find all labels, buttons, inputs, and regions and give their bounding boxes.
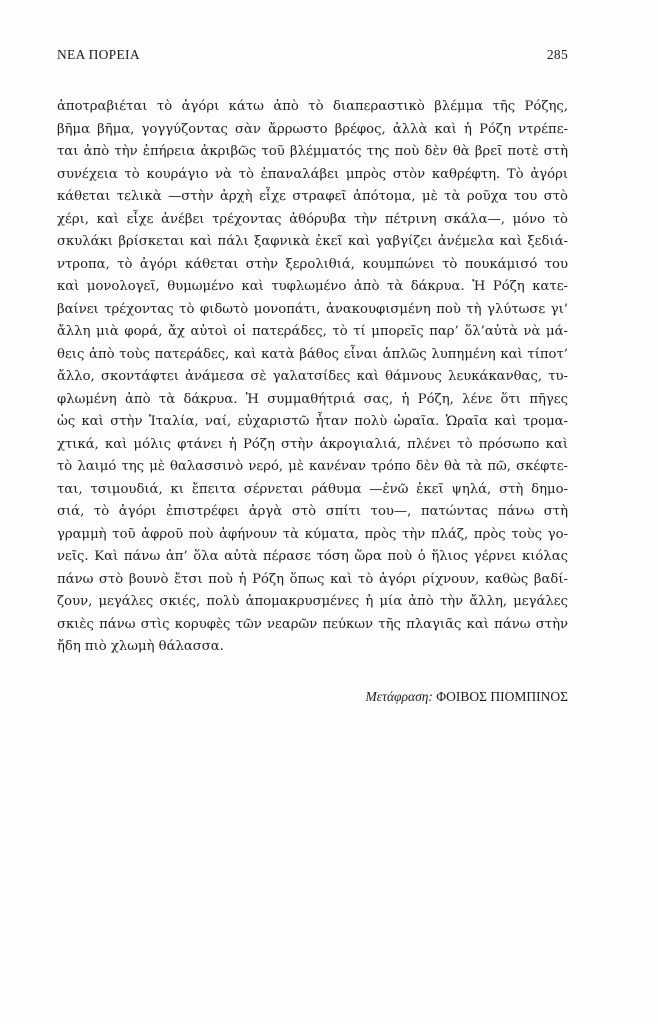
text-line: ται, τσιμουδιά, κι ἔπειτα σέρνεται ράθυμα —ἐνῶ ἐκεῖ ψηλά, στὴ δημο-	[57, 481, 568, 497]
text-line: σιά, τὸ ἀγόρι ἐπιστρέφει ἀργὰ στὸ σπίτι του—, πατώντας πάνω στὴ	[57, 504, 568, 519]
text-line: βῆμα βῆμα, γογγύζοντας σὰν ἄρρωστο βρέφος, ἀλλὰ καὶ ἡ Ρόζη ντρέπε-	[57, 121, 568, 137]
text-line: ἄλλη μιὰ φορά, ἄχ αὐτοὶ οἱ πατεράδες, τὸ τί μπορεῖς παρ’ ὅλ’αὐτὰ νὰ μά-	[57, 324, 568, 339]
body-text	[57, 96, 568, 659]
text-line: ται ἀπὸ τὴν ἐπήρεια ἀκριβῶς τοῦ βλέμματός της ποὺ δὲν θὰ βρεῖ ποτὲ στὴ	[57, 144, 568, 159]
text-line: σκυλάκι βρίσκεται καὶ πάλι ξαφνικὰ ἐκεῖ καὶ γαβγίζει ἀνέμελα καὶ ξεδιά-	[57, 234, 568, 249]
text-line: πάνω στὸ βουνὸ ἔτσι ποὺ ἡ Ρόζη ὅπως καὶ τὸ ἀγόρι ρίχνουν, καθὼς βαδί-	[57, 571, 568, 587]
text-line: χέρι, καὶ εἶχε ἀνέβει τρέχοντας ἀθόρυβα τὴν πέτρινη σκάλα—, μόνο τὸ	[57, 211, 568, 227]
translator-credit	[57, 689, 568, 705]
text-line: σκιὲς πάνω στὶς κορυφὲς τῶν νεαρῶν πεύκων τῆς πλαγιᾶς καὶ πάνω στὴν	[57, 616, 568, 632]
text-line: φλωμένη ἀπὸ τὰ δάκρυα. Ἡ συμμαθήτριά σας, ἡ Ρόζη, λένε ὅτι πῆγες	[57, 391, 568, 407]
text-line: καὶ μονολογεῖ, θυμωμένο καὶ τυφλωμένο ἀπὸ τὰ δάκρυα. Ἡ Ρόζη κατε-	[57, 279, 568, 294]
journal-title: ΝΕΑ ΠΟΡΕΙΑ	[57, 47, 140, 62]
text-line: ἀποτραβιέται τὸ ἀγόρι κάτω ἀπὸ τὸ διαπεραστικὸ βλέμμα τῆς Ρόζης,	[57, 99, 568, 114]
text-line: κάθεται τελικὰ —στὴν ἀρχὴ εἶχε στραφεῖ ἀπότομα, μὲ τὰ ροῦχα του στὸ	[57, 189, 568, 204]
translator-label: Μετάφραση:	[365, 689, 433, 704]
text-line: χτικά, καὶ μόλις φτάνει ἡ Ρόζη στὴν ἀκρογιαλιά, πλένει τὸ πρόσωπο καὶ	[57, 436, 568, 452]
text-line: γραμμὴ τοῦ ἀφροῦ ποὺ ἀφήνουν τὰ κύματα, πρὸς τὴν πλάζ, πρὸς τοὺς γο-	[57, 526, 568, 542]
translator-name: ΦΟΙΒΟΣ ΠΙΟΜΠΙΝΟΣ	[436, 689, 568, 704]
text-line: τὸ λαιμό της μὲ θαλασσινὸ νερό, μὲ κανέναν τρόπο δὲν θὰ τὰ πῶ, σκέφτε-	[57, 459, 568, 474]
text-line: βαίνει τρέχοντας τὸ φιδωτὸ μονοπάτι, ἀνακουφισμένη ποὺ τὴ γλύτωσε γι’	[57, 301, 568, 317]
text-line-last: ἤδη πιὸ χλωμὴ θάλασσα.	[57, 639, 224, 654]
text-line: θεις ἀπὸ τοὺς πατεράδες, καὶ κατὰ βάθος εἶναι ἁπλῶς λυπημένη καὶ τίποτ’	[57, 346, 568, 362]
text-line: ἄλλο, σκοντάφτει ἀνάμεσα σὲ γαλατσίδες καὶ θάμνους λευκάκανθας, τυ-	[57, 369, 568, 384]
text-line: ζουν, μεγάλες σκιές, πολὺ ἀπομακρυσμένες ἡ μία ἀπὸ τὴν ἄλλη, μεγάλες	[57, 594, 568, 609]
page-number: 285	[546, 47, 568, 62]
text-line: νεῖς. Καὶ πάνω ἀπ’ ὅλα αὐτὰ πέρασε τόση ὥρα ποὺ ὁ ἥλιος γέρνει κιόλας	[57, 549, 568, 564]
running-head	[57, 47, 568, 65]
text-line: συνέχεια τὸ κουράγιο νὰ τὸ ἐπαναλάβει μπρὸς στὸν καθρέφτη. Τὸ ἀγόρι	[57, 166, 568, 182]
text-line: ντροπα, τὸ ἀγόρι κάθεται στὴν ξερολιθιά, κουμπώνει τὸ πουκάμισό του	[57, 256, 568, 272]
text-line: ὡς καὶ στὴν Ἰταλία, ναί, εὐχαριστῶ ἦταν πολὺ ὡραῖα. Ὡραῖα καὶ τρομα-	[57, 414, 568, 429]
